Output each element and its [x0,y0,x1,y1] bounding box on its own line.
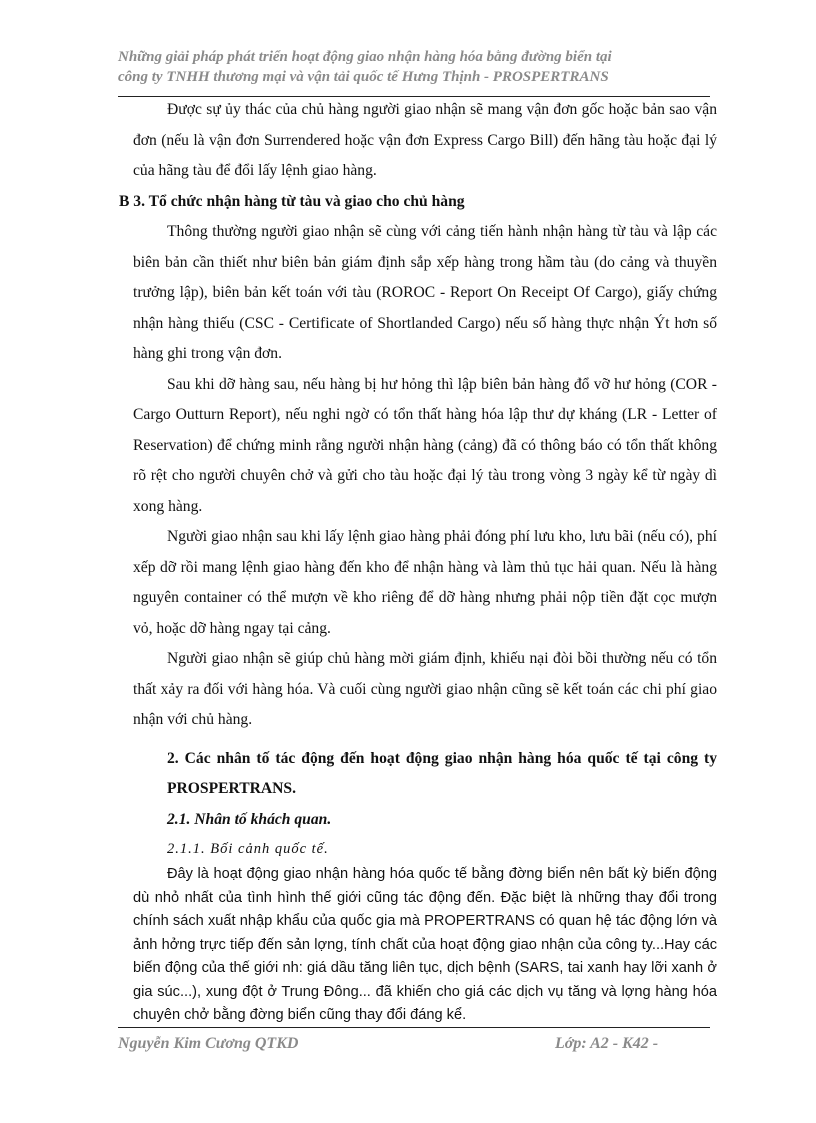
paragraph-damage-report: Sau khi dỡ hàng sau, nếu hàng bị hư hỏng thì lập biên bản hàng đổ vỡ hư hỏng (COR - Cargo Outturn Report), nếu nghi ngờ có tổn thất hàng hóa lập thư dự kháng (LR - Letter of Reservation) để chứng minh rằng người nhận hàng (cảng) đã có thông báo có tổn thất không rõ rệt cho người chuyên chở và gửi cho tàu hoặc đại lý tàu trong vòng 3 ngày kể từ ngày dì xong hàng. [133,375,717,515]
page-body [119,95,717,1028]
paragraph-storage-fees: Người giao nhận sau khi lấy lệnh giao hàng phải đóng phí lưu kho, lưu bãi (nếu có), phí xếp dỡ rồi mang lệnh giao hàng đến kho để nhận hàng và làm thủ tục hải quan. Nếu là hàng nguyên container có thể mượn về kho riêng để dỡ hàng nhưng phải nộp tiền đặt cọc mượn vỏ, hoặc dỡ hàng ngay tại cảng. [133,528,717,637]
header-title-line-2: công ty TNHH thương mại và vận tải quốc tế Hưng Thịnh - PROSPERTRANS [118,69,609,85]
heading-step-3: B 3. Tổ chức nhận hàng từ tàu và giao cho chủ hàng [119,192,465,210]
paragraph-receiving-cargo: Thông thường người giao nhận sẽ cùng với cảng tiến hành nhận hàng từ tàu và lập các biên bản cần thiết như biên bản giám định sắp xếp hàng trong hầm tàu (do cảng và thuyền trưởng lập), biên bản kết toán với tàu (ROROC - Report On Receipt Of Cargo), giấy chứng nhận hàng thiếu (CSC - Certificate of Shortlanded Cargo) nếu số hàng thực nhận Ýt hơn số hàng ghi trong vận đơn. [133,223,717,362]
footer-author: Nguyễn Kim Cương QTKD [118,1035,299,1052]
heading-section-2-1-1: 2.1.1. Bối cảnh quốc tế. [167,841,329,857]
paragraph-claims: Người giao nhận sẽ giúp chủ hàng mời giám định, khiếu nại đòi bồi thường nếu có tổn thất xảy ra đối với hàng hóa. Và cuối cùng người giao nhận cũng sẽ kết toán các chi phí giao nhận với chủ hàng. [133,650,717,728]
paragraph-international-context: Đây là hoạt động giao nhận hàng hóa quốc tế bằng đờng biển nên bất kỳ biến động dù nhỏ nhất của tình hình thế giới cũng tác động đến. Đặc biệt là những thay đổi trong chính sách xuất nhập khẩu của quốc gia mà PROPERTRANS có quan hệ tác động lớn và ảnh hởng trực tiếp đến sản lợng, tính chất của hoạt động giao nhận của công ty...Hay các biến động của thế giới nh: giá dầu tăng liên tục, dịch bệnh (SARS, tai xanh hay lỡi xanh ở gia súc...), xung đột ở Trung Đông... đã khiến cho giá các dịch vụ tăng và lợng hàng hóa chuyên chở bằng đờng biển cũng thay đổi đáng kể. [133,866,717,1023]
page-header [118,47,710,87]
heading-section-2-1: 2.1. Nhân tố khách quan. [167,810,332,828]
paragraph-bill-of-lading: Được sự ủy thác của chủ hàng người giao nhận sẽ mang vận đơn gốc hoặc bản sao vận đơn (nếu là vận đơn Surrendered hoặc vận đơn Express Cargo Bill) đến hãng tàu hoặc đại lý của hãng tàu để đổi lấy lệnh giao hàng. [133,101,717,179]
header-title-line-1: Những giải pháp phát triển hoạt động giao nhận hàng hóa bằng đường biển tại [118,49,612,65]
heading-section-2: 2. Các nhân tố tác động đến hoạt động giao nhận hàng hóa quốc tế tại công ty PROSPERTRANS. [167,749,717,797]
footer-class: Lớp: A2 - K42 - [555,1035,659,1052]
footer-divider [118,1027,710,1028]
